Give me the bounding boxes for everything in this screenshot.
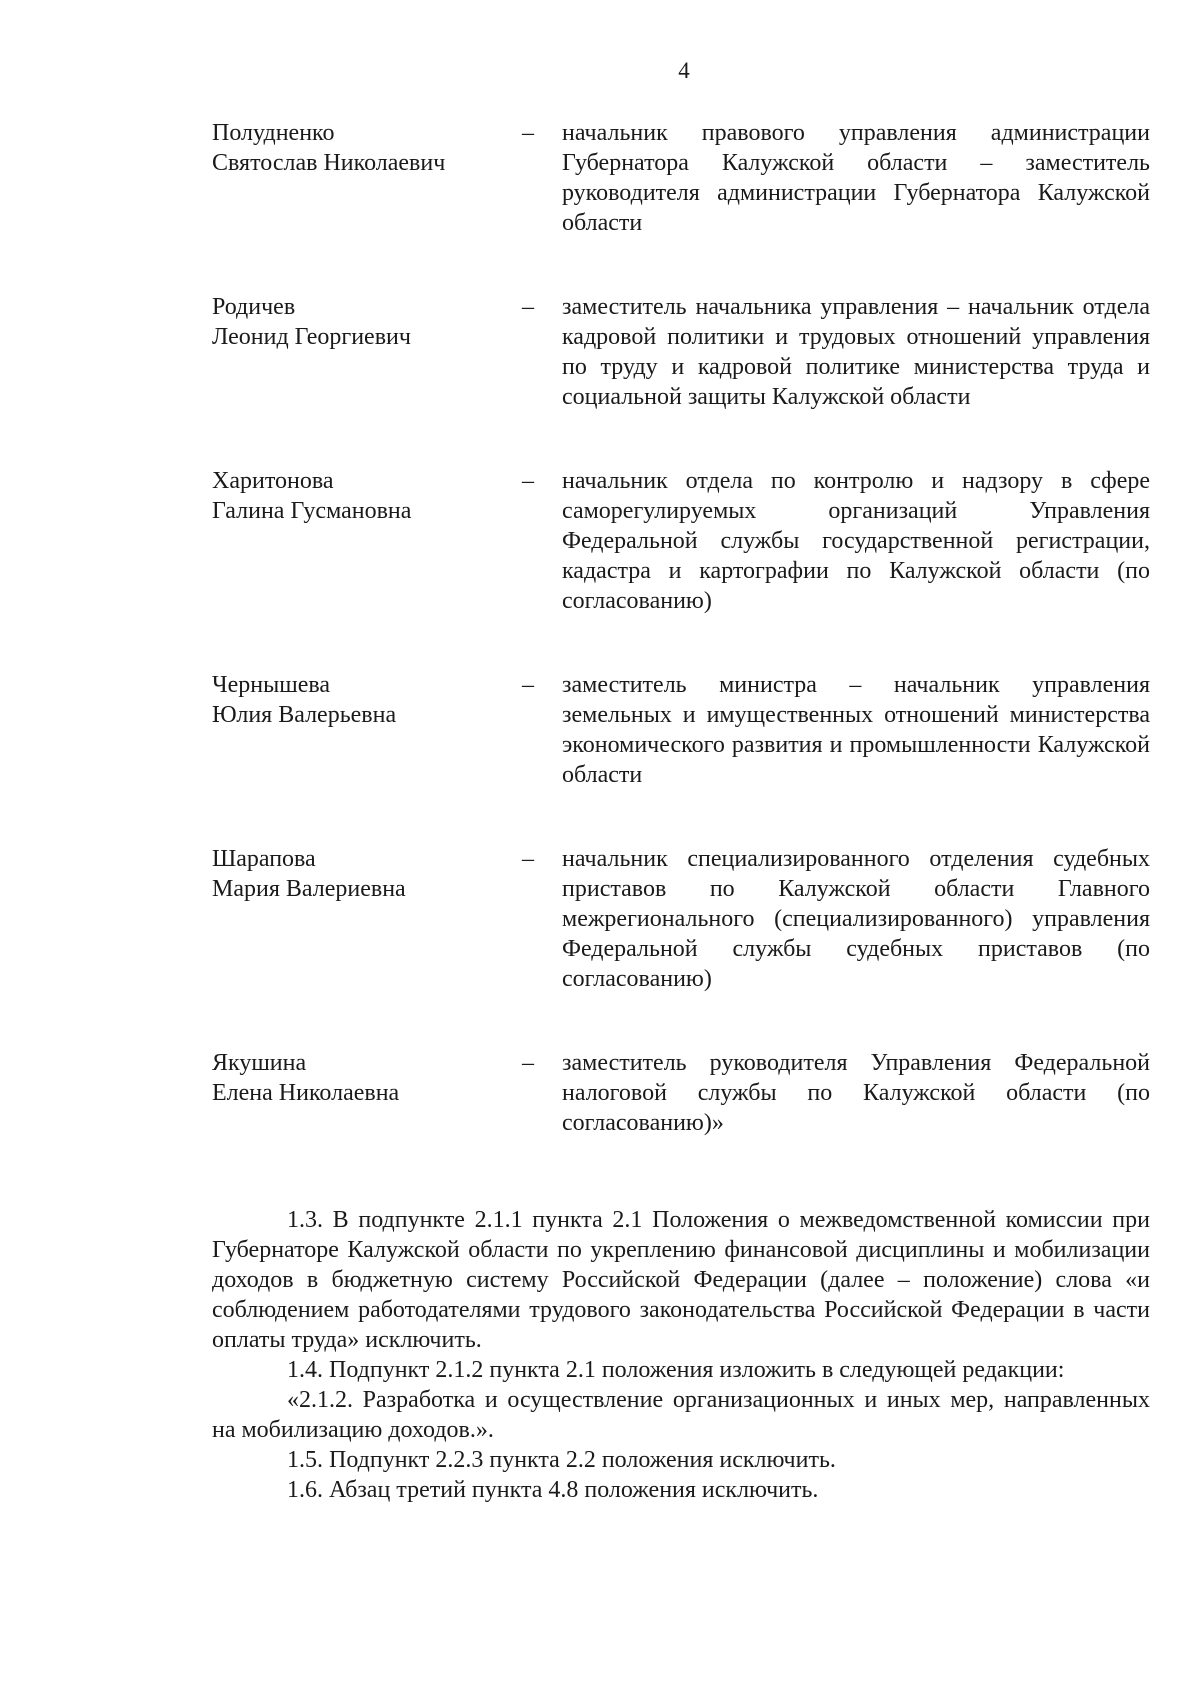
member-surname: Родичев xyxy=(212,294,296,320)
member-entry xyxy=(212,466,1150,616)
member-given-names: Елена Николаевна xyxy=(212,1080,400,1106)
member-role: начальник правового управления администрации Губернатора Калужской области – заместитель руководителя администрации Губернатора Калужской области xyxy=(562,120,1150,236)
member-entry xyxy=(212,1048,1150,1138)
member-name xyxy=(212,466,522,526)
member-role: заместитель министра – начальник управления земельных и имущественных отношений министерства экономического развития и промышленности Калужской области xyxy=(562,672,1150,788)
dash-separator: – xyxy=(522,846,534,872)
member-entry xyxy=(212,844,1150,994)
member-name xyxy=(212,670,522,730)
member-surname: Шарапова xyxy=(212,846,316,872)
member-name xyxy=(212,1048,522,1108)
member-surname: Харитонова xyxy=(212,468,334,494)
member-name xyxy=(212,844,522,904)
dash-separator: – xyxy=(522,468,534,494)
member-given-names: Юлия Валерьевна xyxy=(212,702,397,728)
paragraph: 1.5. Подпункт 2.2.3 пункта 2.2 положения исключить. xyxy=(287,1447,836,1473)
dash-separator: – xyxy=(522,120,534,146)
member-surname: Полудненко xyxy=(212,120,335,146)
paragraph: 1.4. Подпункт 2.1.2 пункта 2.1 положения изложить в следующей редакции: xyxy=(287,1357,1065,1383)
member-given-names: Галина Гусмановна xyxy=(212,498,412,524)
amendments-text xyxy=(212,1205,1150,1505)
member-entry xyxy=(212,118,1150,238)
member-given-names: Леонид Георгиевич xyxy=(212,324,411,350)
member-given-names: Мария Валериевна xyxy=(212,876,406,902)
member-name xyxy=(212,292,522,352)
paragraph: 1.3. В подпункте 2.1.1 пункта 2.1 Положения о межведомственной комиссии при Губернаторе Калужской области по укреплению финансовой дисциплины и мобилизации доходов в бюджетную систему Российской Федерации (далее – положение) слова «и соблюдением работодателями трудового законодательства Российской Федерации в части оплаты труда» исключить. xyxy=(212,1207,1150,1353)
member-role: заместитель руководителя Управления Федеральной налоговой службы по Калужской области (по согласованию)» xyxy=(562,1050,1150,1136)
commission-members-list xyxy=(212,118,1150,1138)
dash-separator: – xyxy=(522,672,534,698)
member-role: начальник специализированного отделения судебных приставов по Калужской области Главного межрегионального (специализированного) управления Федеральной службы судебных приставов (по согласованию) xyxy=(562,846,1150,992)
member-entry xyxy=(212,670,1150,790)
member-surname: Чернышева xyxy=(212,672,331,698)
paragraph: 1.6. Абзац третий пункта 4.8 положения исключить. xyxy=(287,1477,819,1503)
member-role: начальник отдела по контролю и надзору в сфере саморегулируемых организаций Управления Федеральной службы государственной регистрации, кадастра и картографии по Калужской области (по согласованию) xyxy=(562,468,1150,614)
member-surname: Якушина xyxy=(212,1050,307,1076)
dash-separator: – xyxy=(522,294,534,320)
member-entry xyxy=(212,292,1150,412)
paragraph: «2.1.2. Разработка и осуществление организационных и иных мер, направленных на мобилизацию доходов.». xyxy=(212,1387,1150,1443)
member-name xyxy=(212,118,522,178)
dash-separator: – xyxy=(522,1050,534,1076)
member-given-names: Святослав Николаевич xyxy=(212,150,446,176)
member-role: заместитель начальника управления – начальник отдела кадровой политики и трудовых отношений управления по труду и кадровой политике министерства труда и социальной защиты Калужской области xyxy=(562,294,1150,410)
page-number: 4 xyxy=(678,58,690,83)
